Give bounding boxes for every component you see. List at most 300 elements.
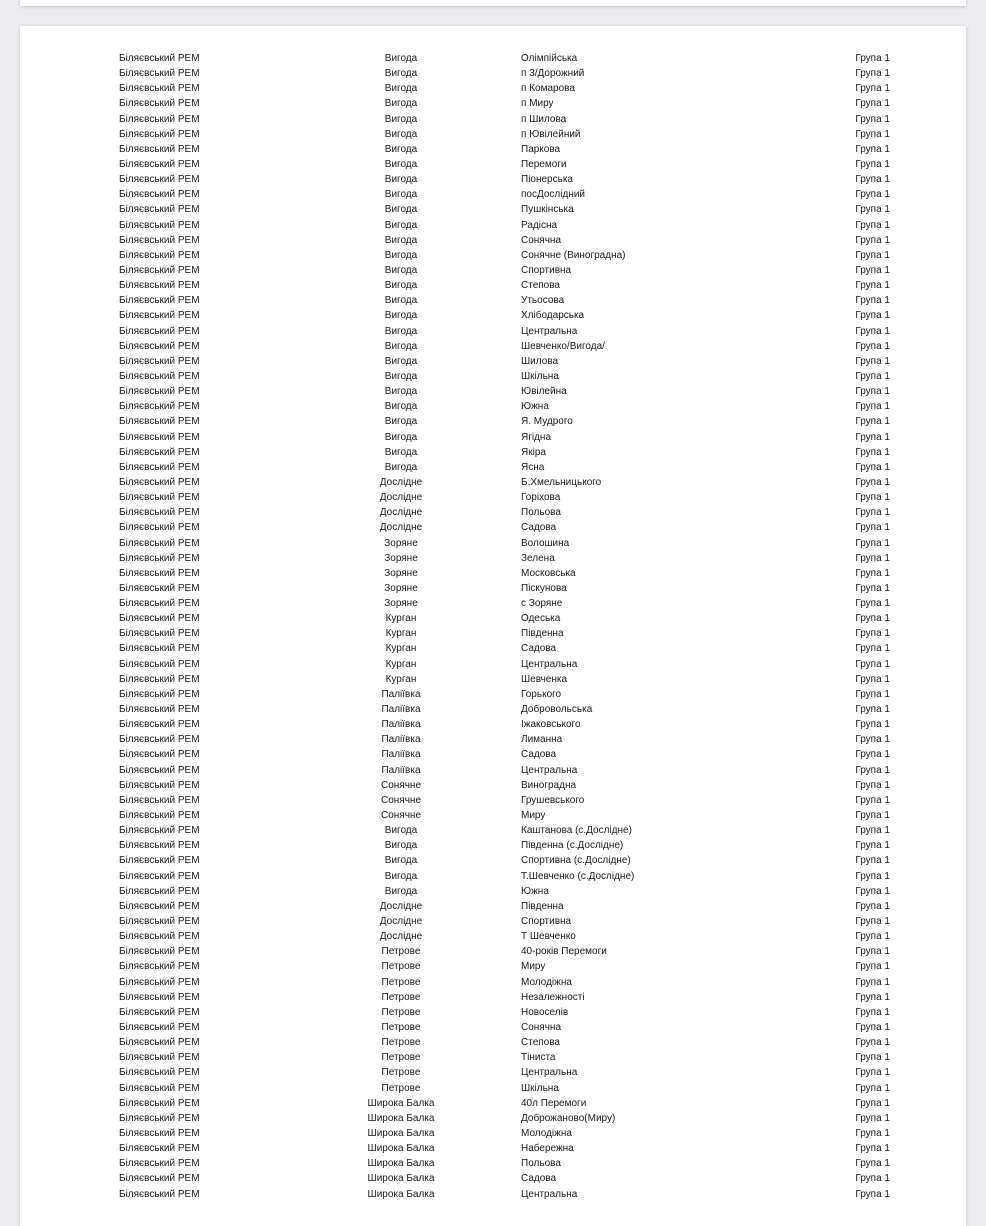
table-row: [20, 641, 966, 656]
cell-district: Біляєвський РЕМ: [119, 749, 200, 761]
cell-street: Садова: [521, 643, 557, 655]
table-row: [20, 505, 966, 520]
cell-district: Біляєвський РЕМ: [119, 976, 200, 988]
table-row: [20, 884, 966, 899]
cell-street: Добровольська: [521, 704, 593, 716]
cell-street: Ягідна: [521, 431, 552, 443]
cell-group: Група 1: [855, 295, 890, 307]
cell-street: Б.Хмельницького: [521, 476, 602, 488]
cell-street: Грушевського: [521, 794, 585, 806]
outage-table: [20, 51, 966, 1202]
cell-group: Група 1: [855, 1097, 890, 1109]
cell-street: Сонячна: [521, 1022, 562, 1033]
table-row: [20, 914, 966, 929]
cell-street: Одеська: [521, 613, 561, 625]
cell-village: Петрове: [381, 1082, 421, 1094]
cell-district: Біляєвський РЕМ: [119, 916, 200, 928]
table-row: [20, 596, 966, 611]
cell-village: Петрове: [381, 1037, 421, 1049]
cell-district: Біляєвський РЕМ: [119, 582, 200, 594]
cell-village: Вигода: [384, 128, 418, 140]
cell-village: Широка Балка: [367, 1188, 435, 1200]
table-row: [20, 460, 966, 475]
table-row: [20, 702, 966, 717]
cell-street: Центральна: [521, 325, 578, 337]
table-row: [20, 1171, 966, 1186]
cell-group: Група 1: [855, 507, 890, 519]
cell-village: Вигода: [384, 855, 418, 867]
cell-district: Біляєвський РЕМ: [119, 98, 200, 110]
cell-group: Група 1: [855, 204, 890, 216]
cell-group: Група 1: [855, 219, 890, 231]
table-row: [20, 1020, 966, 1035]
cell-district: Біляєвський РЕМ: [119, 613, 200, 625]
table-row: [20, 324, 966, 339]
cell-village: Дослідне: [379, 522, 423, 534]
cell-street: Садова: [521, 522, 557, 534]
cell-district: Біляєвський РЕМ: [119, 219, 200, 231]
cell-village: Вигода: [384, 310, 418, 322]
table-row: [20, 944, 966, 959]
cell-street: Каштанова (с.Дослідне): [521, 825, 632, 837]
cell-district: Біляєвський РЕМ: [119, 446, 200, 458]
cell-district: Біляєвський РЕМ: [119, 870, 200, 882]
cell-street: Південна: [521, 628, 564, 640]
cell-group: Група 1: [855, 522, 890, 534]
cell-group: Група 1: [855, 492, 890, 504]
cell-street: Ясна: [521, 461, 545, 473]
cell-district: Біляєвський РЕМ: [119, 340, 200, 352]
cell-group: Група 1: [855, 749, 890, 761]
cell-district: Біляєвський РЕМ: [119, 1158, 200, 1170]
cell-district: Біляєвський РЕМ: [119, 325, 200, 337]
cell-village: Петрове: [381, 961, 421, 973]
cell-village: Зоряне: [384, 537, 418, 549]
cell-district: Біляєвський РЕМ: [119, 855, 200, 867]
cell-group: Група 1: [855, 704, 890, 716]
cell-group: Група 1: [855, 537, 890, 549]
table-row: [20, 990, 966, 1005]
cell-district: Біляєвський РЕМ: [119, 643, 200, 655]
cell-district: Біляєвський РЕМ: [119, 204, 200, 216]
table-row: [20, 172, 966, 187]
cell-village: Петрове: [381, 991, 421, 1003]
cell-village: Зоряне: [384, 567, 418, 579]
table-row: [20, 1156, 966, 1171]
cell-group: Група 1: [855, 476, 890, 488]
table-row: [20, 51, 966, 66]
cell-village: Вигода: [384, 446, 418, 458]
cell-district: Біляєвський РЕМ: [119, 688, 200, 700]
cell-street: Центральна: [521, 764, 578, 776]
table-row: [20, 732, 966, 747]
cell-group: Група 1: [855, 885, 890, 897]
table-row: [20, 929, 966, 944]
cell-street: Ювілейна: [521, 386, 567, 398]
cell-village: Паліївка: [381, 704, 421, 716]
cell-group: Група 1: [855, 98, 890, 110]
table-row: [20, 233, 966, 248]
cell-group: Група 1: [855, 1022, 890, 1033]
cell-street: Південна (с.Дослідне): [521, 840, 624, 852]
cell-group: Група 1: [855, 582, 890, 594]
cell-village: Петрове: [381, 1022, 421, 1033]
table-row: [20, 566, 966, 581]
table-row: [20, 869, 966, 884]
cell-group: Група 1: [855, 794, 890, 806]
cell-group: Група 1: [855, 446, 890, 458]
cell-street: с Зоряне: [521, 598, 563, 610]
cell-village: Вигода: [384, 416, 418, 428]
cell-street: Миру: [521, 810, 546, 822]
cell-group: Група 1: [855, 128, 890, 140]
table-row: [20, 551, 966, 566]
table-row: [20, 1111, 966, 1126]
cell-village: Вигода: [384, 249, 418, 261]
table-row: [20, 202, 966, 217]
cell-street: Степова: [521, 280, 560, 292]
cell-group: Група 1: [855, 174, 890, 186]
cell-group: Група 1: [855, 870, 890, 882]
cell-district: Біляєвський РЕМ: [119, 68, 200, 80]
table-row: [20, 187, 966, 202]
table-row: [20, 414, 966, 429]
cell-district: Біляєвський РЕМ: [119, 1037, 200, 1049]
cell-village: Паліївка: [381, 749, 421, 761]
cell-group: Група 1: [855, 401, 890, 413]
cell-group: Група 1: [855, 234, 890, 246]
cell-village: Паліївка: [381, 734, 421, 746]
cell-village: Курган: [385, 628, 417, 640]
cell-district: Біляєвський РЕМ: [119, 174, 200, 186]
cell-street: п 3/Дорожний: [521, 68, 585, 80]
cell-group: Група 1: [855, 355, 890, 367]
cell-group: Група 1: [855, 1006, 890, 1018]
cell-district: Біляєвський РЕМ: [119, 386, 200, 398]
cell-street: Шилова: [521, 355, 559, 367]
cell-village: Вигода: [384, 355, 418, 367]
cell-village: Вигода: [384, 280, 418, 292]
table-row: [20, 763, 966, 778]
cell-district: Біляєвський РЕМ: [119, 1006, 200, 1018]
cell-street: 40л Перемоги: [521, 1097, 587, 1109]
cell-village: Вигода: [384, 53, 418, 64]
cell-village: Вигода: [384, 840, 418, 852]
cell-street: Сонячна: [521, 234, 562, 246]
table-row: [20, 536, 966, 551]
cell-district: Біляєвський РЕМ: [119, 416, 200, 428]
table-row: [20, 369, 966, 384]
cell-district: Біляєвський РЕМ: [119, 779, 200, 791]
cell-village: Паліївка: [381, 688, 421, 700]
cell-village: Вигода: [384, 431, 418, 443]
cell-district: Біляєвський РЕМ: [119, 840, 200, 852]
cell-district: Біляєвський РЕМ: [119, 234, 200, 246]
cell-street: Молодіжна: [521, 976, 572, 988]
cell-street: Степова: [521, 1037, 560, 1049]
cell-street: Волошина: [521, 537, 570, 549]
cell-village: Вигода: [384, 401, 418, 413]
table-row: [20, 1081, 966, 1096]
table-row: [20, 899, 966, 914]
table-row: [20, 611, 966, 626]
table-row: [20, 581, 966, 596]
cell-group: Група 1: [855, 779, 890, 791]
cell-street: Т.Шевченко (с.Дослідне): [521, 870, 635, 882]
table-row: [20, 808, 966, 823]
cell-district: Біляєвський РЕМ: [119, 1082, 200, 1094]
cell-district: Біляєвський РЕМ: [119, 461, 200, 473]
cell-village: Петрове: [381, 1052, 421, 1064]
table-row: [20, 399, 966, 414]
cell-village: Вигода: [384, 461, 418, 473]
cell-district: Біляєвський РЕМ: [119, 1052, 200, 1064]
cell-village: Вигода: [384, 68, 418, 80]
cell-group: Група 1: [855, 340, 890, 352]
table-row: [20, 278, 966, 293]
cell-street: Набережна: [521, 1143, 574, 1155]
cell-street: Миру: [521, 961, 546, 973]
table-row: [20, 293, 966, 308]
cell-group: Група 1: [855, 83, 890, 95]
cell-group: Група 1: [855, 628, 890, 640]
cell-village: Вигода: [384, 325, 418, 337]
cell-street: Паркова: [521, 143, 561, 155]
cell-group: Група 1: [855, 613, 890, 625]
cell-street: Незалежності: [521, 991, 585, 1003]
cell-district: Біляєвський РЕМ: [119, 128, 200, 140]
cell-district: Біляєвський РЕМ: [119, 900, 200, 912]
cell-district: Біляєвський РЕМ: [119, 1097, 200, 1109]
cell-district: Біляєвський РЕМ: [119, 991, 200, 1003]
cell-group: Група 1: [855, 855, 890, 867]
cell-village: Зоряне: [384, 552, 418, 564]
table-row: [20, 142, 966, 157]
cell-village: Вигода: [384, 340, 418, 352]
cell-village: Дослідне: [379, 507, 423, 519]
cell-group: Група 1: [855, 567, 890, 579]
cell-street: Шкільна: [521, 1082, 559, 1094]
cell-group: Група 1: [855, 386, 890, 398]
cell-group: Група 1: [855, 598, 890, 610]
table-row: [20, 1096, 966, 1111]
cell-group: Група 1: [855, 53, 890, 64]
cell-group: Група 1: [855, 810, 890, 822]
cell-group: Група 1: [855, 1143, 890, 1155]
table-row: [20, 1187, 966, 1202]
cell-village: Паліївка: [381, 764, 421, 776]
table-row: [20, 308, 966, 323]
cell-village: Вигода: [384, 295, 418, 307]
cell-district: Біляєвський РЕМ: [119, 825, 200, 837]
cell-group: Група 1: [855, 370, 890, 382]
cell-district: Біляєвський РЕМ: [119, 158, 200, 170]
table-row: [20, 218, 966, 233]
cell-group: Група 1: [855, 1052, 890, 1064]
table-row: [20, 248, 966, 263]
cell-village: Дослідне: [379, 916, 423, 928]
cell-district: Біляєвський РЕМ: [119, 310, 200, 322]
cell-street: п Миру: [521, 98, 554, 110]
cell-street: п Комарова: [521, 83, 575, 95]
cell-group: Група 1: [855, 1173, 890, 1185]
cell-street: Іжаковського: [521, 719, 581, 731]
cell-street: Хлібодарська: [521, 310, 585, 322]
cell-street: Олімпійська: [521, 53, 578, 64]
cell-district: Біляєвський РЕМ: [119, 264, 200, 276]
table-row: [20, 1065, 966, 1080]
cell-group: Група 1: [855, 916, 890, 928]
cell-group: Група 1: [855, 931, 890, 943]
cell-village: Широка Балка: [367, 1097, 435, 1109]
cell-group: Група 1: [855, 991, 890, 1003]
cell-village: Петрове: [381, 946, 421, 958]
cell-village: Широка Балка: [367, 1127, 435, 1139]
cell-village: Зоряне: [384, 598, 418, 610]
cell-district: Біляєвський РЕМ: [119, 53, 200, 64]
table-row: [20, 747, 966, 762]
cell-district: Біляєвський РЕМ: [119, 401, 200, 413]
cell-street: Піскунова: [521, 582, 567, 594]
cell-group: Група 1: [855, 552, 890, 564]
cell-group: Група 1: [855, 310, 890, 322]
cell-district: Біляєвський РЕМ: [119, 673, 200, 685]
cell-street: Южна: [521, 401, 549, 413]
cell-village: Вигода: [384, 219, 418, 231]
cell-district: Біляєвський РЕМ: [119, 552, 200, 564]
cell-village: Широка Балка: [367, 1112, 435, 1124]
cell-district: Біляєвський РЕМ: [119, 1143, 200, 1155]
cell-village: Вигода: [384, 386, 418, 398]
cell-village: Курган: [385, 658, 417, 670]
cell-street: Радісна: [521, 219, 558, 231]
cell-village: Широка Балка: [367, 1158, 435, 1170]
document-page: [20, 26, 966, 1226]
table-row: [20, 490, 966, 505]
cell-village: Дослідне: [379, 492, 423, 504]
cell-street: Южна: [521, 885, 549, 897]
cell-district: Біляєвський РЕМ: [119, 885, 200, 897]
cell-group: Група 1: [855, 325, 890, 337]
table-row: [20, 717, 966, 732]
cell-street: Центральна: [521, 1067, 578, 1079]
cell-district: Біляєвський РЕМ: [119, 83, 200, 95]
cell-street: Доброжаново(Миру): [521, 1112, 616, 1124]
table-row: [20, 263, 966, 278]
cell-group: Група 1: [855, 688, 890, 700]
cell-village: Петрове: [381, 1006, 421, 1018]
cell-district: Біляєвський РЕМ: [119, 1067, 200, 1079]
table-row: [20, 626, 966, 641]
table-row: [20, 1141, 966, 1156]
cell-district: Біляєвський РЕМ: [119, 794, 200, 806]
cell-district: Біляєвський РЕМ: [119, 189, 200, 201]
cell-street: Сонячне (Виноградна): [521, 249, 626, 261]
cell-street: Південна: [521, 900, 564, 912]
table-row: [20, 475, 966, 490]
cell-district: Біляєвський РЕМ: [119, 1188, 200, 1200]
cell-street: Т Шевченко: [521, 931, 576, 943]
table-row: [20, 520, 966, 535]
cell-street: Я. Мудрого: [521, 416, 573, 428]
table-row: [20, 793, 966, 808]
table-row: [20, 157, 966, 172]
cell-district: Біляєвський РЕМ: [119, 1173, 200, 1185]
cell-street: Утьосова: [521, 295, 565, 307]
cell-street: Садова: [521, 1173, 557, 1185]
cell-street: Центральна: [521, 1188, 578, 1200]
cell-district: Біляєвський РЕМ: [119, 507, 200, 519]
cell-village: Вигода: [384, 158, 418, 170]
cell-village: Вигода: [384, 870, 418, 882]
cell-village: Сонячне: [380, 779, 421, 791]
cell-street: Московська: [521, 567, 576, 579]
cell-district: Біляєвський РЕМ: [119, 734, 200, 746]
cell-district: Біляєвський РЕМ: [119, 355, 200, 367]
cell-group: Група 1: [855, 1082, 890, 1094]
cell-street: Виноградна: [521, 779, 577, 791]
cell-village: Вигода: [384, 234, 418, 246]
cell-street: Якіра: [521, 446, 546, 458]
table-row: [20, 959, 966, 974]
cell-street: Молодіжна: [521, 1127, 572, 1139]
cell-district: Біляєвський РЕМ: [119, 1127, 200, 1139]
cell-village: Вигода: [384, 143, 418, 155]
cell-village: Курган: [385, 613, 417, 625]
cell-district: Біляєвський РЕМ: [119, 704, 200, 716]
cell-street: Шевченка: [521, 673, 568, 685]
cell-street: Шевченко/Вигода/: [521, 340, 605, 352]
cell-street: Польова: [521, 1158, 561, 1170]
cell-district: Біляєвський РЕМ: [119, 764, 200, 776]
cell-group: Група 1: [855, 113, 890, 125]
table-row: [20, 81, 966, 96]
cell-group: Група 1: [855, 431, 890, 443]
cell-group: Група 1: [855, 158, 890, 170]
cell-district: Біляєвський РЕМ: [119, 1022, 200, 1033]
cell-district: Біляєвський РЕМ: [119, 719, 200, 731]
cell-village: Дослідне: [379, 931, 423, 943]
cell-district: Біляєвський РЕМ: [119, 567, 200, 579]
table-row: [20, 339, 966, 354]
cell-district: Біляєвський РЕМ: [119, 249, 200, 261]
cell-village: Зоряне: [384, 582, 418, 594]
cell-district: Біляєвський РЕМ: [119, 537, 200, 549]
table-row: [20, 1035, 966, 1050]
table-row: [20, 838, 966, 853]
cell-group: Група 1: [855, 946, 890, 958]
cell-district: Біляєвський РЕМ: [119, 931, 200, 943]
cell-district: Біляєвський РЕМ: [119, 431, 200, 443]
cell-district: Біляєвський РЕМ: [119, 113, 200, 125]
cell-street: Садова: [521, 749, 557, 761]
cell-street: Центральна: [521, 658, 578, 670]
cell-group: Група 1: [855, 249, 890, 261]
cell-street: Спортивна: [521, 916, 572, 928]
cell-village: Дослідне: [379, 476, 423, 488]
table-row: [20, 1126, 966, 1141]
cell-group: Група 1: [855, 673, 890, 685]
cell-village: Петрове: [381, 1067, 421, 1079]
cell-group: Група 1: [855, 734, 890, 746]
cell-village: Вигода: [384, 113, 418, 125]
cell-district: Біляєвський РЕМ: [119, 658, 200, 670]
cell-group: Група 1: [855, 961, 890, 973]
cell-village: Вигода: [384, 204, 418, 216]
table-row: [20, 1050, 966, 1065]
cell-village: Вигода: [384, 885, 418, 897]
cell-village: Курган: [385, 643, 417, 655]
